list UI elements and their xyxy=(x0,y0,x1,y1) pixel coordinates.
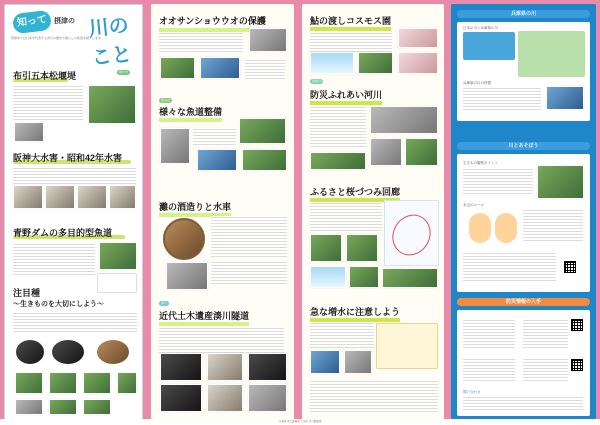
photo-sakura-1 xyxy=(310,234,342,262)
text-block-18 xyxy=(463,252,556,282)
photo-dam xyxy=(88,85,136,124)
text-block-15 xyxy=(463,87,541,110)
text-block-4 xyxy=(13,312,137,332)
text-salamander xyxy=(159,32,243,54)
text-block-12 xyxy=(310,202,382,232)
child-illustration-1 xyxy=(469,213,491,243)
text-block-3 xyxy=(13,243,95,275)
footer: 兵庫県 県土整備部 土木局 河川整備課 xyxy=(0,419,600,425)
photo-fishway-1 xyxy=(160,128,190,164)
child-illustration-2 xyxy=(495,213,517,243)
photo-species-7 xyxy=(117,372,137,394)
heading-tunnel: 近代土木遺産湊川隧道 xyxy=(159,309,249,326)
photo-species-1 xyxy=(15,339,45,365)
photo-flood-1 xyxy=(13,185,43,209)
photo-fishway-2 xyxy=(239,118,286,144)
photo-river-bank xyxy=(310,152,366,170)
photo-flood-4 xyxy=(109,185,136,209)
text-block-23 xyxy=(463,396,583,410)
tag-3: 湊川 xyxy=(161,301,168,305)
contact-label: 問い合わせ xyxy=(463,390,481,394)
hyogo-map xyxy=(518,31,585,77)
photo-tunnel-5 xyxy=(207,384,243,412)
heading-flood-warning: 急な増水に注意しよう xyxy=(310,305,400,322)
photo-fishway-4 xyxy=(242,149,287,171)
photo-stonework xyxy=(166,262,208,290)
photo-tunnel-2 xyxy=(207,353,243,381)
label-japan-hyogo: 日本の川と兵庫県の川 xyxy=(463,26,498,30)
heading-nunobiki: 布引五本松堰堤 xyxy=(13,71,77,81)
fishway-diagram xyxy=(97,273,137,293)
text-block-20 xyxy=(523,319,568,349)
photo-river-facility-2 xyxy=(370,138,402,166)
photo-species-10 xyxy=(83,399,111,415)
photo-tunnel-1 xyxy=(160,353,202,381)
heading-aono: 青野ダムの多目的型魚道 xyxy=(13,228,113,238)
intro-text: 摂津市では日本を代表する河川の歴史や暮らしの知恵を紹介します。 xyxy=(11,36,104,40)
text-block-17 xyxy=(523,209,583,243)
photo-flood-2 xyxy=(45,185,75,209)
text-block-21 xyxy=(463,358,515,382)
section-head-3: 防災情報の入手 xyxy=(457,298,590,306)
photo-flood-water-2 xyxy=(344,350,372,374)
heading-salamander: オオサンショウウオの保護 xyxy=(159,14,266,32)
heading-sake: 灘の酒造りと水車 xyxy=(159,200,231,217)
text-block-1 xyxy=(13,85,83,121)
text-block-14 xyxy=(310,380,438,414)
heading-disaster-river: 防災ふれあい河川 xyxy=(310,88,382,105)
panel-middle-right xyxy=(302,4,444,420)
text-block-5 xyxy=(245,59,285,81)
photo-fishway-3 xyxy=(197,149,237,171)
photo-river-1 xyxy=(160,57,195,79)
photo-waterwheel xyxy=(163,218,205,260)
photo-kids xyxy=(537,165,584,199)
photo-weir xyxy=(14,122,44,142)
photo-species-8 xyxy=(15,399,43,415)
qr-code-3[interactable] xyxy=(571,359,583,371)
photo-fishway xyxy=(99,242,137,270)
qr-code-1[interactable] xyxy=(564,261,576,273)
photo-species-9 xyxy=(49,399,77,415)
text-block-13 xyxy=(310,322,374,348)
text-block-16 xyxy=(463,168,533,196)
title-sub: 摂津の xyxy=(54,18,75,25)
qr-code-2[interactable] xyxy=(571,319,583,331)
photo-cosmos xyxy=(398,28,438,48)
photo-sakura-3 xyxy=(310,266,346,288)
photo-species-3 xyxy=(96,339,130,365)
photo-tunnel-3 xyxy=(248,353,287,381)
text-block-2 xyxy=(13,167,136,184)
photo-river-facility-3 xyxy=(405,138,438,166)
stats-block xyxy=(463,32,515,60)
photo-sakura-2 xyxy=(346,234,378,262)
photo-species-5 xyxy=(49,372,77,394)
heading-flood: 阪神大水害・昭和42年水害 xyxy=(13,153,123,163)
photo-species-4 xyxy=(15,372,43,394)
photo-field xyxy=(358,52,393,74)
photo-river-facility xyxy=(370,106,438,134)
text-block-8 xyxy=(211,261,287,285)
photo-species-2 xyxy=(51,339,85,365)
photo-river-2 xyxy=(200,57,240,79)
photo-flood-water-1 xyxy=(310,350,340,374)
panel-left xyxy=(4,4,143,420)
text-block-9 xyxy=(159,327,284,353)
photo-cosmos-2 xyxy=(398,52,438,74)
photo-sakura-4 xyxy=(349,266,379,288)
text-block-6 xyxy=(193,128,236,146)
text-block-19 xyxy=(463,319,515,349)
photo-tunnel-6 xyxy=(248,384,287,412)
label-features: 兵庫県の川の特徴 xyxy=(463,81,491,85)
section-head-2: 川とあそぼう xyxy=(457,142,590,150)
heading-species: 注目種 xyxy=(13,288,41,298)
title-badge: 知ってる？ xyxy=(12,10,52,34)
tag-2: 加古川 xyxy=(161,98,171,102)
photo-river-area xyxy=(546,86,584,110)
text-block-7 xyxy=(211,216,287,258)
text-block-22 xyxy=(523,358,568,382)
photo-flood-3 xyxy=(77,185,107,209)
panel-right xyxy=(451,4,596,420)
heading-sakura: ふるさと桜づつみ回廊 xyxy=(310,185,400,202)
photo-tunnel-4 xyxy=(160,384,202,412)
flood-illustration-box xyxy=(376,323,438,369)
photo-sakura-5 xyxy=(382,268,438,288)
photo-salamander xyxy=(249,28,287,52)
species-subtitle: ～生きものを大切にしよう～ xyxy=(13,301,104,308)
text-block-11 xyxy=(310,106,366,148)
section-head-1: 兵庫県の川 xyxy=(457,10,590,18)
heading-fishway: 様々な魚道整備 xyxy=(159,105,222,122)
photo-species-6 xyxy=(83,372,111,394)
panel-middle-left xyxy=(151,4,294,420)
tag-4: 武庫川 xyxy=(312,79,322,83)
heading-cosmos: 鮎の渡しコスモス園 xyxy=(310,14,391,31)
label-observation: 生きもの観察ポイント xyxy=(463,161,498,165)
label-rules: 水辺のルール xyxy=(463,203,484,207)
photo-bridge xyxy=(310,52,354,74)
tag-1: 神戸市 xyxy=(119,70,129,74)
text-block-10 xyxy=(310,32,392,52)
title-brush: 川のこと xyxy=(87,14,133,70)
